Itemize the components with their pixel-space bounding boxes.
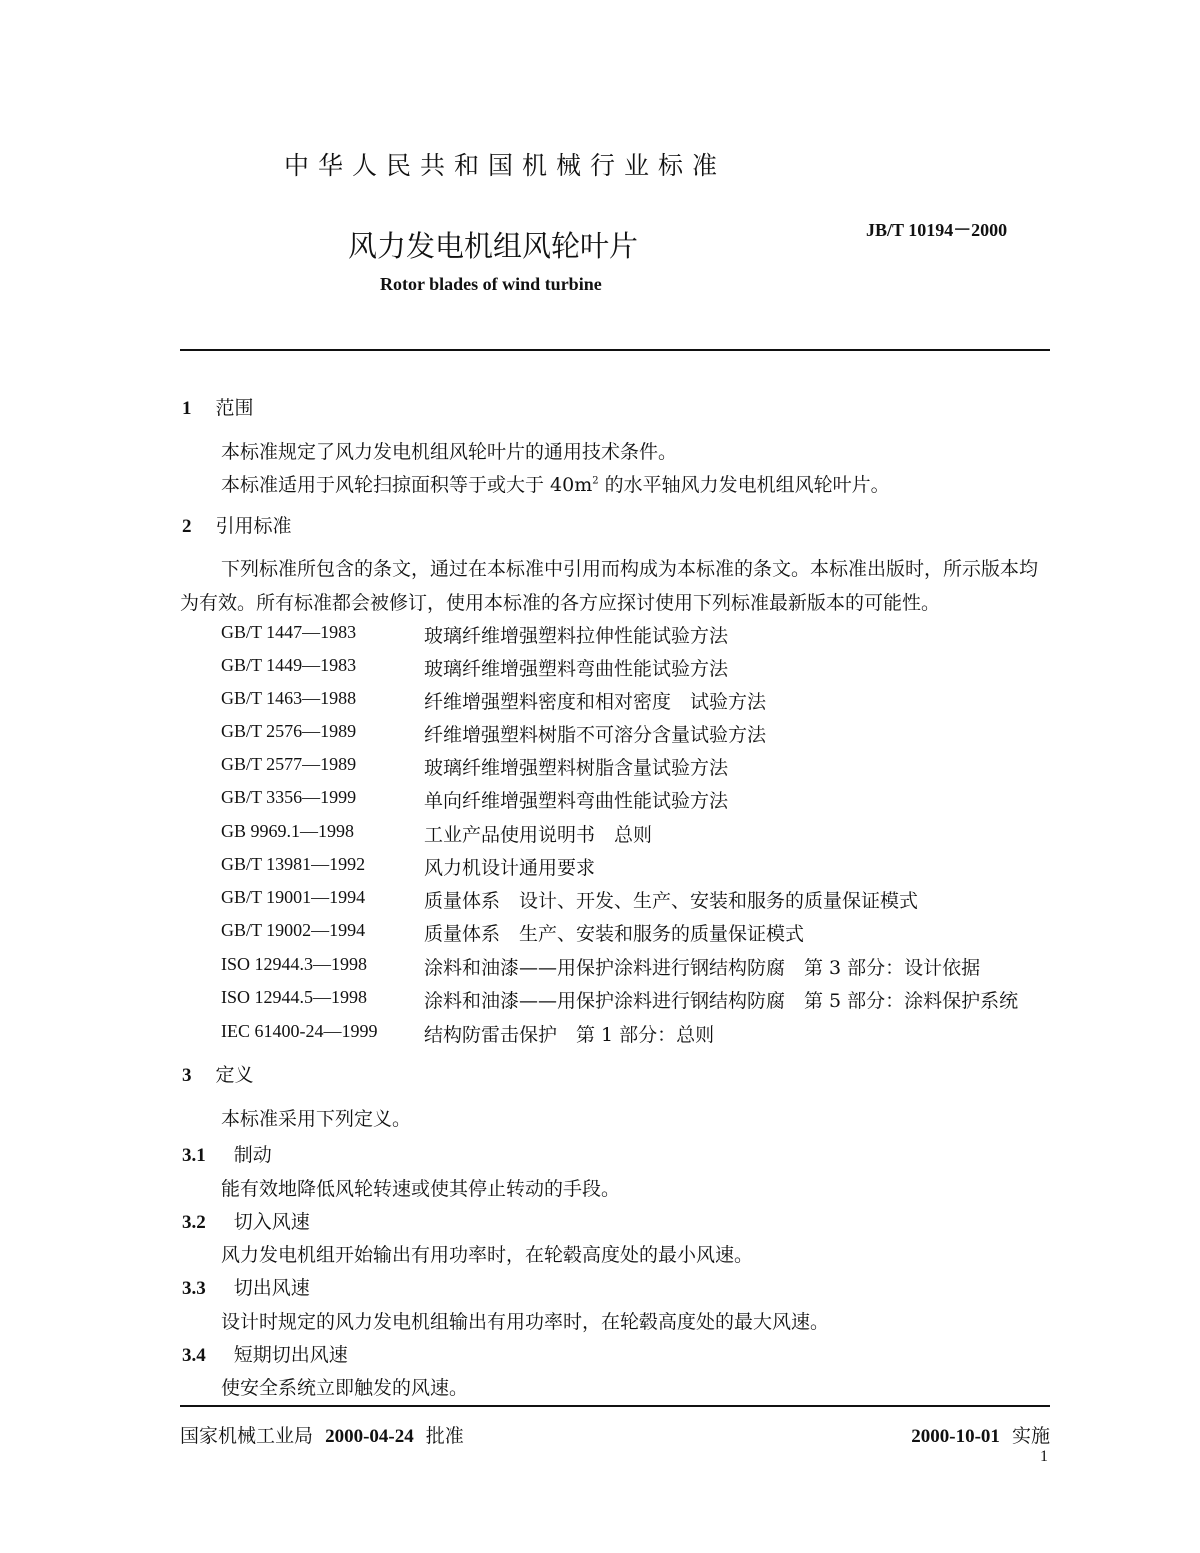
reference-code: GB/T 1463—1988 (221, 688, 357, 708)
section-title: 定义 (215, 1064, 254, 1086)
reference-code: ISO 12944.3—1998 (221, 954, 368, 974)
reference-code: GB 9969.1—1998 (221, 821, 355, 841)
reference-code: GB/T 2577—1989 (221, 754, 357, 774)
reference-code: GB/T 2576—1989 (221, 721, 357, 741)
issuer: 国家机械工业局 (180, 1425, 314, 1447)
header-divider (180, 349, 1050, 351)
reference-code: GB/T 19002—1994 (221, 920, 366, 940)
definition-text: 风力发电机组开始输出有用功率时，在轮毂高度处的最小风速。 (221, 1244, 754, 1266)
issuing-body-heading: 中华人民共和国机械行业标准 (284, 151, 727, 180)
section-1-heading (182, 393, 254, 420)
reference-title: 工业产品使用说明书 总则 (424, 824, 653, 846)
paragraph (221, 470, 890, 497)
paragraph-text: 本标准适用于风轮扫掠面积等于或大于 40m (221, 474, 593, 496)
effective-date: 2000-10-01 (911, 1426, 1000, 1447)
clause-number: 3.4 (182, 1345, 206, 1366)
document-title-english: Rotor blades of wind turbine (380, 274, 602, 294)
reference-title: 玻璃纤维增强塑料弯曲性能试验方法 (424, 658, 729, 680)
reference-title: 玻璃纤维增强塑料拉伸性能试验方法 (424, 625, 729, 647)
definition-term: 制动 (233, 1144, 272, 1166)
section-number: 3 (182, 1065, 192, 1086)
clause-number: 3.1 (182, 1145, 206, 1166)
superscript: 2 (592, 475, 599, 487)
definition-term: 切入风速 (233, 1211, 310, 1233)
section-2-heading (182, 511, 292, 538)
definition-text: 能有效地降低风轮转速或使其停止转动的手段。 (221, 1178, 621, 1200)
reference-title: 质量体系 生产、安装和服务的质量保证模式 (424, 923, 805, 945)
approval-label: 批准 (425, 1425, 464, 1447)
paragraph: 本标准采用下列定义。 (221, 1108, 412, 1130)
approval-date: 2000-04-24 (325, 1426, 414, 1447)
definition-heading (182, 1273, 310, 1300)
footer-divider (180, 1405, 1050, 1407)
paragraph-line: 下列标准所包含的条文，通过在本标准中引用而构成为本标准的条文。本标准出版时，所示版本均 (221, 558, 1039, 580)
effective-line (911, 1421, 1050, 1448)
section-3-heading (182, 1060, 254, 1087)
reference-title: 质量体系 设计、开发、生产、安装和服务的质量保证模式 (424, 890, 919, 912)
effective-label: 实施 (1011, 1425, 1050, 1447)
reference-title: 纤维增强塑料密度和相对密度 试验方法 (424, 691, 767, 713)
reference-title: 涂料和油漆——用保护涂料进行钢结构防腐 第 5 部分：涂料保护系统 (424, 990, 1019, 1012)
reference-title: 玻璃纤维增强塑料树脂含量试验方法 (424, 757, 729, 779)
reference-code: GB/T 1447—1983 (221, 622, 357, 642)
paragraph-text: 的水平轴风力发电机组风轮叶片。 (598, 474, 890, 496)
reference-code: GB/T 13981—1992 (221, 854, 366, 874)
section-number: 2 (182, 516, 192, 537)
reference-title: 涂料和油漆——用保护涂料进行钢结构防腐 第 3 部分：设计依据 (424, 957, 981, 979)
definition-text: 设计时规定的风力发电机组输出有用功率时，在轮毂高度处的最大风速。 (221, 1311, 830, 1333)
definition-term: 切出风速 (233, 1277, 310, 1299)
reference-title: 风力机设计通用要求 (424, 857, 596, 879)
definition-text: 使安全系统立即触发的风速。 (221, 1377, 469, 1399)
reference-code: GB/T 1449—1983 (221, 655, 357, 675)
reference-title: 结构防雷击保护 第 1 部分：总则 (424, 1024, 715, 1046)
reference-title: 纤维增强塑料树脂不可溶分含量试验方法 (424, 724, 767, 746)
definition-heading (182, 1207, 310, 1234)
reference-code: IEC 61400-24—1999 (221, 1021, 378, 1041)
reference-code: GB/T 3356—1999 (221, 787, 357, 807)
standard-number: JB/T 10194－2000 (866, 220, 1008, 240)
paragraph-line: 为有效。所有标准都会被修订，使用本标准的各方应探讨使用下列标准最新版本的可能性。 (180, 592, 941, 614)
definition-term: 短期切出风速 (233, 1344, 348, 1366)
clause-number: 3.3 (182, 1278, 206, 1299)
reference-title: 单向纤维增强塑料弯曲性能试验方法 (424, 790, 729, 812)
definition-heading (182, 1340, 348, 1367)
paragraph: 本标准规定了风力发电机组风轮叶片的通用技术条件。 (221, 441, 678, 463)
section-title: 范围 (215, 397, 254, 419)
page-number: 1 (1040, 1448, 1048, 1465)
reference-code: GB/T 19001—1994 (221, 887, 366, 907)
clause-number: 3.2 (182, 1212, 206, 1233)
approval-line (180, 1421, 464, 1448)
section-number: 1 (182, 398, 192, 419)
reference-code: ISO 12944.5—1998 (221, 987, 368, 1007)
document-title: 风力发电机组风轮叶片 (348, 229, 639, 263)
section-title: 引用标准 (215, 515, 292, 537)
definition-heading (182, 1140, 272, 1167)
